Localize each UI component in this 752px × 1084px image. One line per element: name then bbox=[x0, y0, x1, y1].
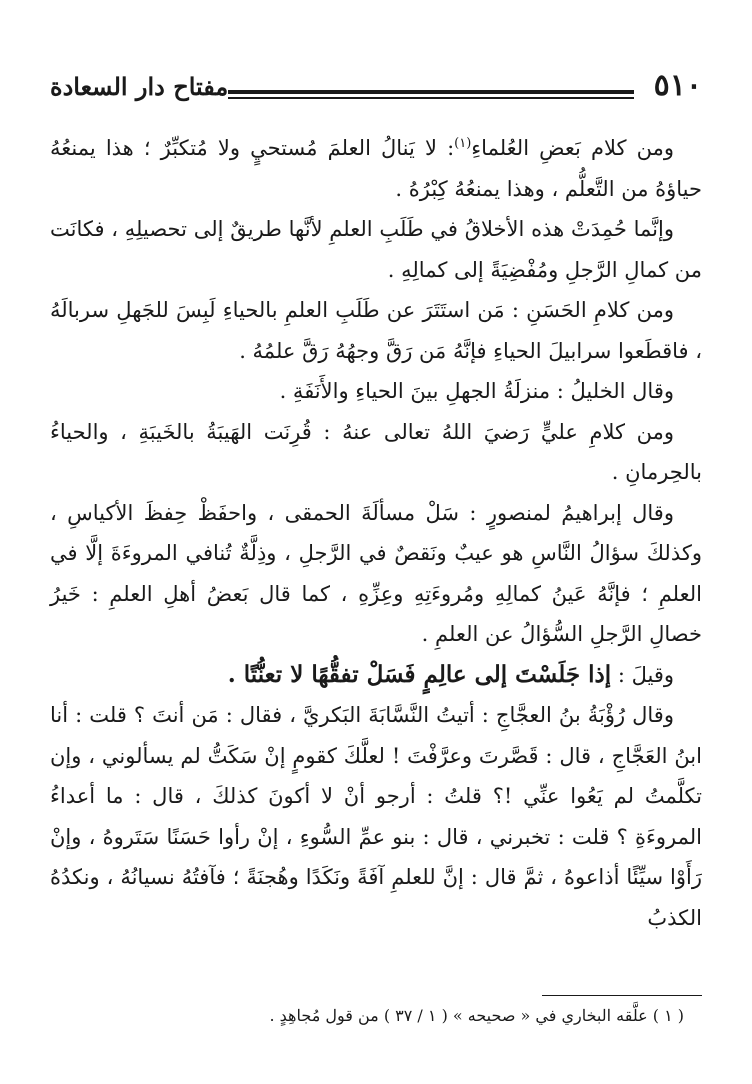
paragraph-7-lead: وقيلَ : bbox=[617, 662, 674, 687]
paragraph-1-after-ref: : لا يَنالُ العلمَ مُستحيٍ ولا مُتكبِّرٌ ؛ هذا يمنعُهُ حياؤهُ من التَّعلُّم ، وهذا يمنعُهُ كِبْرُهُ . bbox=[50, 136, 702, 201]
paragraph-8: وقال رُؤْبَةُ بنُ العجَّاجِ : أتيتُ النَّسَّابَةَ البَكريَّ ، فقال : مَن أنتَ ؟ قلت : أنا ابنُ العَجَّاجِ ، قال : قَصَّرتَ وعرَّفْتَ ! لعلَّكَ كقومٍ إنْ سَكَتُّ لم يسألوني ، وإن تكلَّمتُ لم يَعُوا عنِّي !؟ قلتُ : أرجو أنْ لا أكونَ كذلكَ ، قال : ما أعداءُ المروءَةِ ؟ قلت : تخبرني ، قال : بنو عمِّ السُّوءِ ، إنْ رأوا حَسَنًا سَتَروهُ ، وإنْ رَأَوْا سيِّئًا أذاعوهُ ، ثمَّ قال : إنَّ للعلمِ آفَةً ونَكَدًا وهُجنَةً ؛ فآفتُهُ نسيانُهُ ، ونكدُهُ الكذبُ bbox=[50, 703, 702, 930]
paragraph-4: وقال الخليلُ : منزلَةُ الجهلِ بينَ الحياءِ والأَنَفَةِ . bbox=[279, 379, 674, 403]
paragraph-2: وإنَّما حُمِدَتْ هذه الأخلاقُ في طَلَبِ العلمِ لأنَّها طريقٌ إلى تحصيلِهِ ، فكانَت من كمالِ الرَّجلِ ومُفْضِيَةً إلى كمالِهِ . bbox=[50, 217, 702, 282]
paragraph-6: وقال إبراهيمُ لمنصورٍ : سَلْ مسألَةَ الحمقى ، واحفَظْ حِفظَ الأكياسِ ، وكذلكَ سؤالُ النَّاسِ هو عيبٌ ونَقصٌ في الرَّجلِ ، وذِلَّةٌ تُنافي المروءَةَ إلَّا في العلمِ ؛ فإنَّهُ عَينُ كمالِهِ ومُروءَتِهِ وعِزِّهِ ، كما قال بَعضُ أهلِ العلمِ : خَيرُ خصالِ الرَّجلِ السُّؤالُ عن العلمِ . bbox=[50, 500, 702, 646]
paragraph-3: ومن كلامِ الحَسَنِ : مَن استَتَرَ عن طَلَبِ العلمِ بالحياءِ لَبِسَ للجَهلِ سربالَهُ ، فاقطَعوا سرابيلَ الحياءِ فإنَّهُ مَن رَقَّ وجهُهُ رَقَّ علمُهُ . bbox=[50, 298, 702, 363]
page-header bbox=[50, 64, 702, 104]
running-title: مفتاح دار السعادة bbox=[50, 72, 229, 101]
header-rule-thick bbox=[228, 90, 634, 94]
paragraph-1 bbox=[50, 128, 702, 209]
page-number: ٥١٠ bbox=[653, 68, 702, 103]
footnote-reference: (١) bbox=[454, 136, 472, 151]
paragraph-7 bbox=[50, 655, 702, 696]
main-text bbox=[50, 128, 702, 938]
emphasized-saying: إذا جَلَسْتَ إلى عالِمٍ فَسَلْ تفقُّهًا لا تعنُّتًا . bbox=[227, 660, 612, 688]
header-rule-thin bbox=[228, 97, 634, 99]
footnote-separator bbox=[542, 995, 702, 996]
paragraph-1-before-ref: ومن كلام بَعضِ العُلماءِ bbox=[471, 136, 674, 160]
paragraph-5: ومن كلامِ عليٍّ رَضيَ اللهُ تعالى عنهُ : قُرِنَت الهَيبَةُ بالخَيبَةِ ، والحياءُ بالحِرمانِ . bbox=[50, 419, 702, 484]
footnote: ( ١ ) علَّقه البخاري في « صحيحه » ( ١ / ٣٧ ) من قول مُجاهِدٍ . bbox=[269, 1006, 684, 1025]
